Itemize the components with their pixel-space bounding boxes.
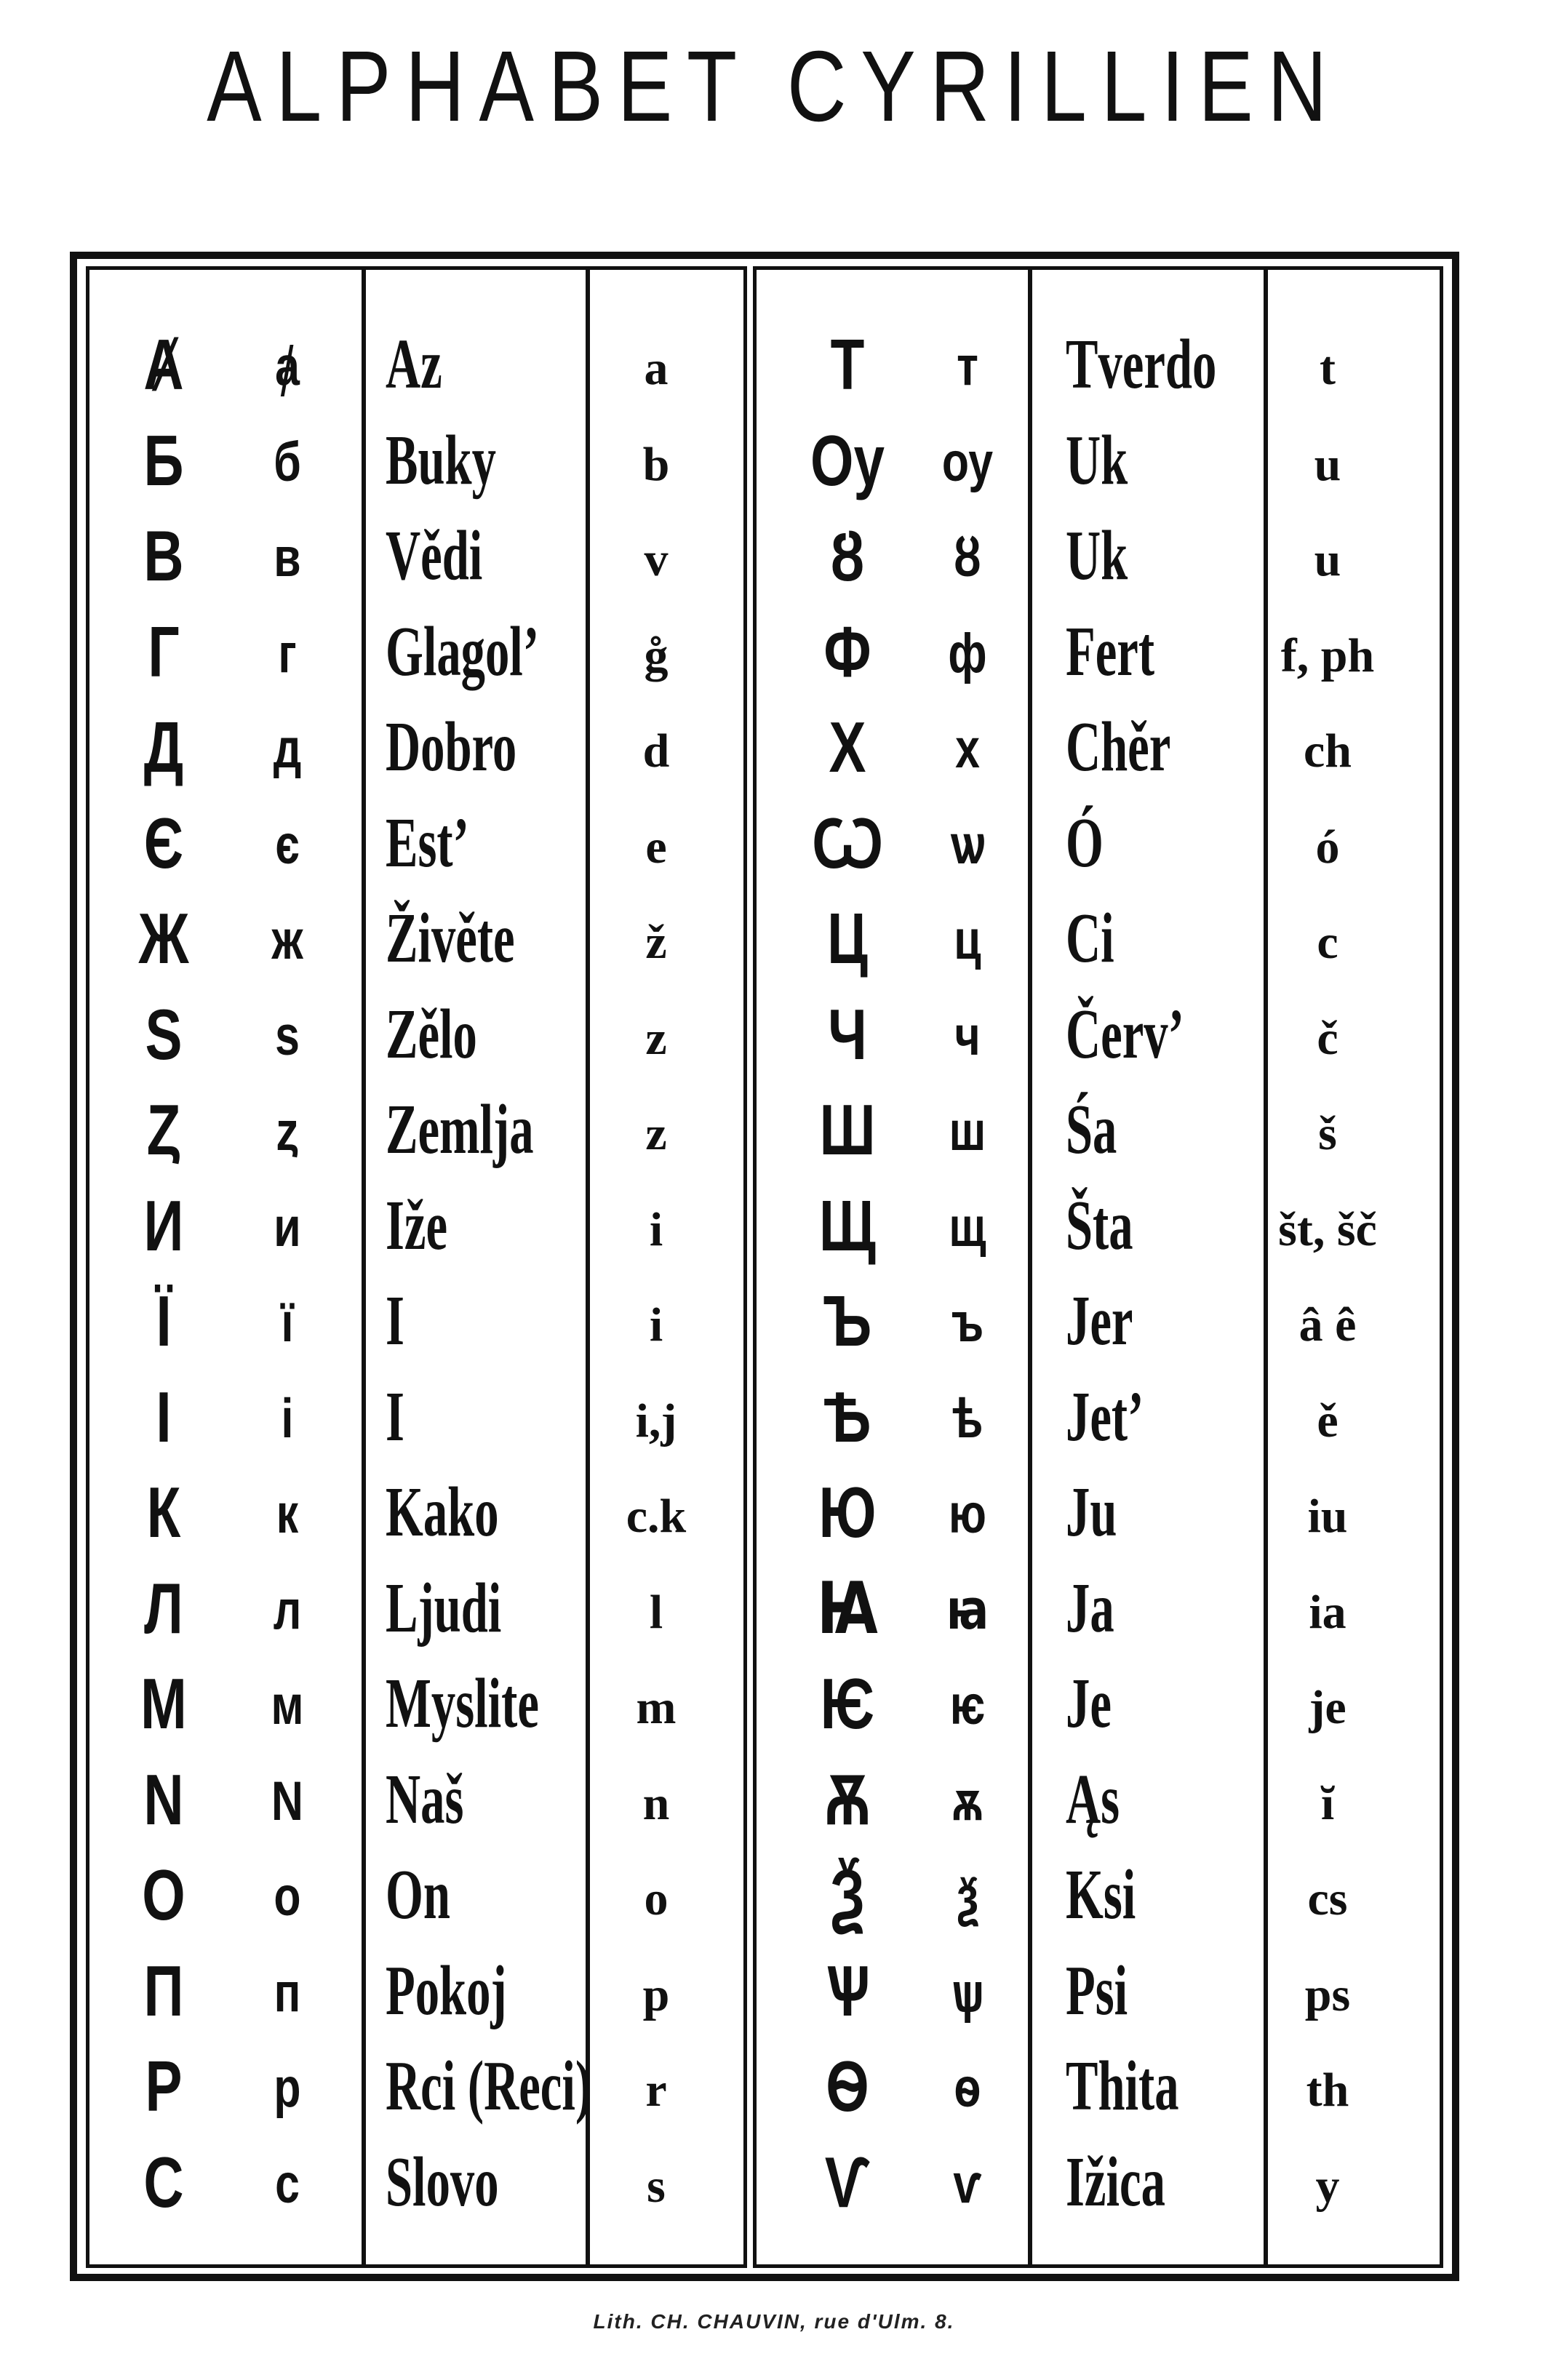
uppercase-letter: N	[143, 1759, 184, 1840]
uppercase-letter: И	[143, 1185, 184, 1266]
lowercase-letter: с	[275, 2152, 300, 2215]
lowercase-letter: ш	[949, 1101, 986, 1162]
lowercase-letter: о	[274, 1866, 301, 1928]
latin-transcription: cs	[1307, 1872, 1348, 1925]
uppercase-letter: Ї	[156, 1281, 172, 1361]
latin-transcription: ó	[1315, 820, 1340, 874]
uppercase-letter: Д	[143, 707, 184, 787]
letter-name: I	[386, 1282, 404, 1360]
latin-transcription: th	[1306, 2064, 1349, 2117]
latin-transcription: s	[647, 2159, 666, 2213]
uppercase-letter: Ц	[827, 898, 868, 978]
letter-name: Slovo	[386, 2142, 499, 2221]
lowercase-letter: г	[278, 622, 297, 684]
uppercase-letter: К	[146, 1472, 181, 1552]
letter-name: Kako	[386, 1473, 499, 1552]
letter-name: Fert	[1066, 612, 1155, 691]
latin-transcription: i	[649, 1202, 663, 1256]
letter-name: Dobro	[386, 708, 517, 786]
letter-name: Pokoj	[386, 1951, 507, 2030]
latin-transcription: u	[1314, 533, 1341, 586]
lithographer-imprint: Lith. CH. CHAUVIN, rue d'Ulm. 8.	[593, 2310, 955, 2333]
lowercase-letter: ѯ	[956, 1866, 979, 1928]
latin-transcription: l	[649, 1585, 663, 1639]
latin-transcription: a	[644, 342, 669, 395]
lowercase-letter: и	[274, 1196, 301, 1258]
lowercase-letter: ѕ	[275, 1005, 300, 1067]
lowercase-letter: ѫ	[951, 1770, 984, 1832]
latin-transcription: b	[642, 437, 670, 491]
latin-transcription: m	[636, 1681, 677, 1734]
letter-name: Ci	[1066, 899, 1114, 978]
lowercase-letter: п	[274, 1961, 301, 2024]
uppercase-letter: М	[140, 1664, 187, 1744]
column-divider-right-letters	[1028, 266, 1032, 2268]
latin-transcription: št, šč	[1278, 1202, 1377, 1256]
latin-transcription: g̊	[644, 628, 669, 682]
letter-name: Vědi	[386, 516, 483, 595]
lowercase-letter: х	[955, 718, 980, 780]
latin-transcription: z	[645, 1011, 667, 1065]
center-divider	[743, 266, 757, 2268]
lowercase-letter: оу	[941, 431, 994, 493]
latin-transcription: v	[644, 533, 669, 586]
latin-transcription: iu	[1307, 1490, 1348, 1543]
lowercase-letter: ѵ	[953, 2152, 982, 2215]
lowercase-letter: ѥ	[949, 1674, 986, 1736]
latin-transcription: e	[645, 820, 667, 874]
uppercase-letter: Ю	[818, 1472, 877, 1552]
letter-name: Śa	[1066, 1090, 1117, 1169]
lowercase-letter: є	[275, 813, 300, 876]
lowercase-letter: ъ	[951, 1292, 984, 1354]
letter-name: Červ’	[1066, 994, 1184, 1074]
lowercase-letter: щ	[949, 1196, 986, 1258]
lowercase-letter: ѣ	[951, 1387, 984, 1450]
lowercase-letter: ц	[954, 909, 981, 971]
letter-name: Thita	[1066, 2047, 1179, 2125]
latin-transcription: š	[1318, 1107, 1337, 1160]
letter-name: Zemlja	[386, 1090, 534, 1169]
uppercase-letter: Ѥ	[820, 1664, 875, 1744]
lowercase-letter: к	[276, 1483, 299, 1545]
column-divider-left-letters	[362, 266, 366, 2268]
lowercase-letter: м	[271, 1674, 304, 1736]
uppercase-letter: Ꙗ	[817, 1568, 878, 1648]
latin-transcription: u	[1314, 437, 1341, 491]
lowercase-letter: ф	[948, 622, 987, 684]
letter-name: Zělo	[386, 994, 477, 1074]
latin-transcription: ia	[1309, 1585, 1346, 1639]
letter-name: Rci (Reci)	[386, 2047, 592, 2125]
uppercase-letter: Т	[830, 324, 865, 404]
lowercase-letter: ȣ	[953, 527, 982, 588]
letter-name: Ksi	[1066, 1856, 1136, 1934]
lowercase-letter: р	[274, 2057, 301, 2119]
uppercase-letter: Ѡ	[812, 802, 883, 883]
lowercase-letter: д	[273, 718, 302, 780]
letter-name: Ljudi	[386, 1568, 502, 1648]
letter-name: Est’	[386, 803, 469, 882]
lowercase-letter: л	[273, 1578, 302, 1641]
lowercase-letter: і	[281, 1387, 294, 1450]
letter-name: Je	[1066, 1664, 1112, 1743]
lowercase-letter: ѳ	[954, 2057, 981, 2119]
lowercase-letter: N	[271, 1770, 303, 1832]
uppercase-letter: Ⱥ	[143, 324, 184, 404]
latin-transcription: ch	[1304, 724, 1352, 778]
latin-transcription: c	[1317, 916, 1338, 969]
latin-transcription: d	[642, 724, 670, 778]
latin-transcription: n	[642, 1776, 670, 1830]
lowercase-letter: в	[274, 527, 301, 588]
letter-name: Živěte	[386, 899, 515, 978]
lowercase-letter: ї	[281, 1292, 294, 1354]
latin-transcription: ps	[1304, 1968, 1351, 2021]
lowercase-letter: ж	[271, 909, 303, 971]
letter-name: Jet’	[1066, 1377, 1144, 1456]
uppercase-letter: Ȣ	[829, 516, 866, 596]
uppercase-letter: Оу	[810, 420, 885, 500]
letter-name: Ąs	[1066, 1760, 1120, 1839]
uppercase-letter: Ѣ	[823, 1376, 872, 1457]
latin-transcription: p	[642, 1968, 670, 2021]
letter-name: Psi	[1066, 1951, 1128, 2030]
lowercase-letter: т	[957, 335, 978, 397]
uppercase-letter: Ѯ	[830, 1855, 865, 1935]
latin-transcription: č	[1317, 1011, 1338, 1065]
letter-name: Buky	[386, 420, 496, 500]
lowercase-letter: ⱥ	[275, 335, 300, 397]
latin-transcription: ě	[1317, 1394, 1338, 1447]
uppercase-letter: В	[143, 516, 184, 596]
uppercase-letter: Ѳ	[826, 2046, 869, 2126]
uppercase-letter: Ч	[828, 994, 867, 1074]
letter-name: Naš	[386, 1760, 464, 1839]
latin-transcription: ž	[645, 916, 667, 969]
latin-transcription: i,j	[635, 1394, 677, 1447]
uppercase-letter: Ѵ	[824, 2141, 871, 2222]
letter-name: I	[386, 1377, 404, 1456]
uppercase-letter: Х	[829, 707, 866, 787]
latin-transcription: i	[649, 1298, 663, 1351]
uppercase-letter: Б	[143, 420, 184, 500]
latin-transcription: t	[1320, 342, 1336, 395]
letter-name: Jer	[1066, 1282, 1133, 1360]
lowercase-letter: ꙗ	[946, 1578, 989, 1641]
latin-transcription: r	[645, 2064, 667, 2117]
uppercase-letter: Ф	[823, 611, 871, 692]
letter-name: Glagol’	[386, 612, 540, 691]
letter-name: Uk	[1066, 516, 1128, 595]
letter-name: Ižica	[1066, 2142, 1165, 2221]
uppercase-letter: П	[143, 1950, 184, 2031]
uppercase-letter: Щ	[819, 1185, 876, 1266]
uppercase-letter: Ж	[138, 898, 189, 978]
latin-transcription: je	[1309, 1681, 1346, 1734]
uppercase-letter: Є	[143, 802, 184, 883]
latin-transcription: ĭ	[1320, 1776, 1335, 1830]
uppercase-letter: С	[143, 2141, 184, 2222]
letter-name: Chěr	[1066, 708, 1171, 786]
latin-transcription: â ê	[1298, 1298, 1357, 1351]
letter-name: Tverdo	[1066, 325, 1217, 404]
uppercase-letter: І	[156, 1376, 172, 1457]
letter-name: Šta	[1066, 1186, 1133, 1265]
lowercase-letter: ȥ	[276, 1101, 299, 1162]
uppercase-letter: Р	[145, 2046, 183, 2126]
latin-transcription: f, ph	[1280, 628, 1375, 682]
latin-transcription: o	[644, 1872, 669, 1925]
letter-name: On	[386, 1856, 450, 1934]
latin-transcription: y	[1315, 2159, 1340, 2213]
letter-name: Ja	[1066, 1568, 1114, 1648]
uppercase-letter: Ѫ	[825, 1759, 870, 1840]
letter-name: Ó	[1066, 803, 1104, 882]
uppercase-letter: Ш	[819, 1090, 876, 1170]
lowercase-letter: ч	[954, 1005, 981, 1067]
lowercase-letter: ѱ	[951, 1961, 984, 2024]
page-title: ALPHABET CYRILLIEN	[207, 31, 1341, 143]
uppercase-letter: Ȥ	[146, 1090, 181, 1170]
uppercase-letter: Ѱ	[825, 1950, 870, 2031]
letter-name: Ju	[1066, 1473, 1117, 1552]
lowercase-letter: б	[274, 431, 301, 493]
letter-name: Myslite	[386, 1664, 539, 1743]
uppercase-letter: О	[142, 1855, 185, 1935]
uppercase-letter: Ъ	[823, 1281, 872, 1361]
letter-name: Uk	[1066, 420, 1128, 500]
uppercase-letter: Ѕ	[145, 994, 183, 1074]
letter-name: Az	[386, 325, 442, 404]
latin-transcription: c.k	[626, 1490, 687, 1543]
uppercase-letter: Г	[148, 611, 180, 692]
lowercase-letter: ѡ	[950, 813, 985, 876]
latin-transcription: z	[645, 1107, 667, 1160]
uppercase-letter: Л	[144, 1568, 183, 1648]
letter-name: Iže	[386, 1186, 448, 1265]
lowercase-letter: ю	[949, 1483, 986, 1545]
